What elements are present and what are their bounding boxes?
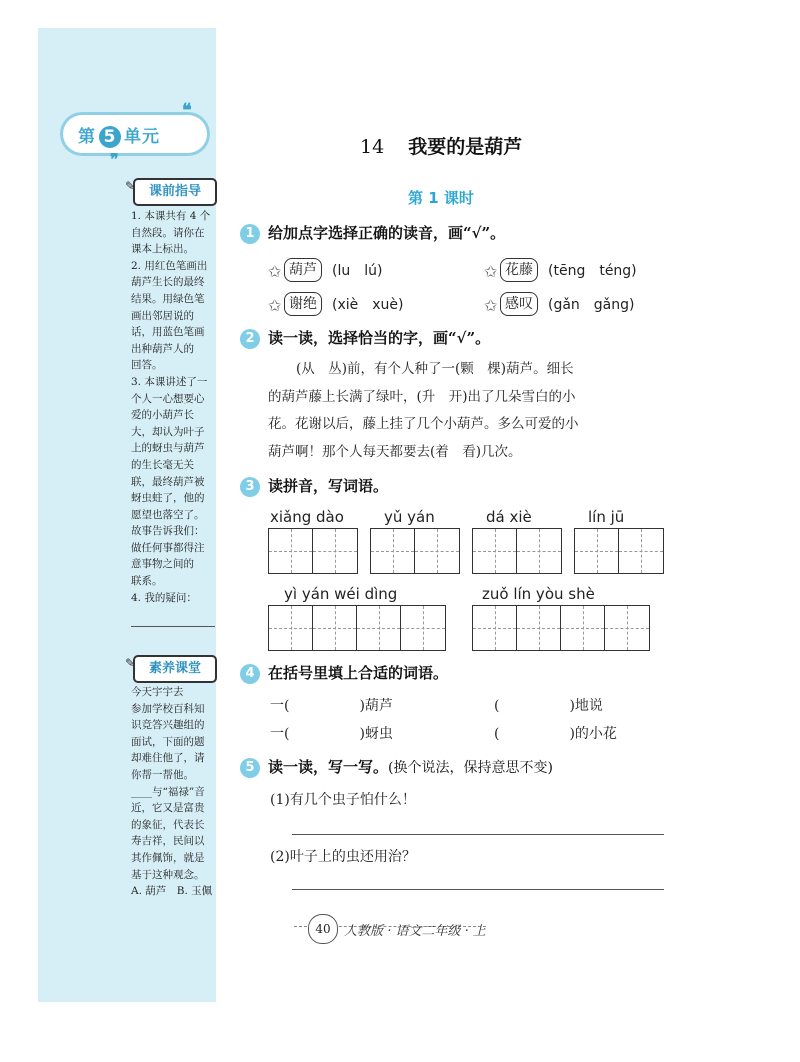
pinyin-prompt: yì yán wéi dìng (284, 585, 398, 603)
sub-question-2: (2)叶子上的虫还用治？ (270, 849, 416, 865)
question-3-prompt: 读拼音，写词语。 (268, 477, 389, 495)
writing-grid[interactable] (268, 605, 446, 651)
pinyin-prompt: zuǒ lín yòu shè (482, 585, 595, 603)
guide-line: 个人一心想要心 (131, 392, 205, 405)
literacy-line: 基于这种观念。 (131, 868, 205, 881)
guide-line: 上的蚜虫与葫芦 (131, 442, 205, 455)
writing-grid[interactable] (472, 605, 650, 651)
word-box: 花藤 (500, 258, 538, 282)
quote-decoration: ❝ (182, 100, 192, 121)
guide-line: 意事物之间的 (131, 558, 194, 571)
pinyin-options[interactable]: (gǎn gǎng) (548, 297, 635, 313)
guide-line: 话，用蓝色笔画 (131, 326, 205, 339)
footer-text: 人教版 · 语文二年级 · 上 (344, 924, 486, 939)
literacy-line: 寿吉祥，民间以 (131, 835, 205, 848)
writing-grid[interactable] (472, 528, 562, 574)
literacy-line: ____与“福禄”音 (131, 785, 205, 798)
answer-line[interactable] (292, 834, 664, 835)
pinyin-options[interactable]: (lu lú) (332, 263, 383, 279)
pinyin-prompt: yǔ yán (384, 508, 435, 526)
star-icon: ✩ (484, 296, 498, 315)
guide-line: 葫芦生长的最终 (131, 276, 205, 289)
question-number-2: 2 (240, 329, 260, 349)
guide-line: 联系。 (131, 575, 163, 588)
guide-line: 联，最终葫芦被 (131, 475, 205, 488)
pinyin-prompt: lín jū (588, 508, 625, 526)
literacy-line: A. 葫芦 B. 玉佩 (131, 885, 213, 898)
literacy-heading: ✎ 素养课堂 (133, 655, 217, 683)
lesson-title: 14 我要的是葫芦 (360, 136, 523, 158)
literacy-line: 面试，下面的题 (131, 735, 205, 748)
guide-line: 愿望也落空了。 (131, 508, 205, 521)
unit-number: 5 (99, 126, 121, 148)
pencil-icon: ✎ (125, 179, 136, 193)
question-number-1: 1 (240, 224, 260, 244)
guide-line: 出种葫芦人的 (131, 342, 194, 355)
fill-blank[interactable]: ( )的小花 (494, 726, 617, 742)
sub-question-1: (1)有几个虫子怕什么！ (270, 792, 416, 808)
fill-blank[interactable]: 一( )葫芦 (270, 698, 393, 714)
literacy-line: 近，它又是富贵 (131, 802, 205, 815)
fill-blank[interactable]: 一( )蚜虫 (270, 726, 393, 742)
guide-line: 1. 本课共有 4 个 (131, 210, 211, 222)
literacy-line: 识竞答兴趣组的 (131, 719, 205, 732)
question-number-3: 3 (240, 477, 260, 497)
question-2-passage: (从 丛)前，有个人种了一(颗 棵)葫芦。细长 的葫芦藤上长满了绿叶，(升 开)出了几朵雪白的小 花。花谢以后，藤上挂了几个小葫芦。多么可爱的小 葫芦啊！那个人每天都要去(着 看)几次。 (268, 361, 579, 460)
literacy-line: 你帮一帮他。 (131, 768, 194, 781)
guide-line: 2. 用红色笔画出 (131, 259, 208, 272)
pinyin-prompt: dá xiè (486, 508, 532, 526)
star-icon: ✩ (484, 262, 498, 281)
guide-line: 4. 我的疑问： (131, 591, 197, 604)
star-icon: ✩ (268, 262, 282, 281)
pinyin-options[interactable]: (tēng téng) (548, 263, 637, 279)
writing-grid[interactable] (268, 528, 358, 574)
pinyin-prompt: xiǎng dào (270, 508, 344, 526)
guide-line: 结果。用绿色笔 (131, 292, 205, 305)
literacy-line: 其作佩饰，就是 (131, 851, 205, 864)
guide-line: 回答。 (131, 359, 163, 372)
pinyin-options[interactable]: (xiè xuè) (332, 297, 404, 313)
literacy-line: 却难住他了，请 (131, 752, 205, 765)
fill-blank[interactable]: ( )地说 (494, 698, 603, 714)
guide-line: 故事告诉我们： (131, 525, 205, 538)
guide-line: 的生长毫无关 (131, 458, 194, 471)
word-box: 谢绝 (284, 292, 322, 316)
writing-grid[interactable] (370, 528, 460, 574)
divider (131, 626, 215, 627)
question-1-prompt: 给加点字选择正确的读音，画“√”。 (268, 224, 506, 242)
guide-text (131, 208, 215, 606)
star-icon: ✩ (268, 296, 282, 315)
question-number-5: 5 (240, 758, 260, 778)
literacy-text (131, 684, 215, 900)
answer-line[interactable] (292, 889, 664, 890)
writing-grid[interactable] (574, 528, 664, 574)
pencil-icon: ✎ (125, 656, 136, 670)
session-label: 第 1 课时 (408, 189, 474, 207)
guide-heading: ✎ 课前指导 (133, 178, 217, 206)
question-4-prompt: 在括号里填上合适的词语。 (268, 664, 449, 682)
guide-line: 3. 本课讲述了一 (131, 375, 208, 388)
guide-line: 自然段。请你在 (131, 226, 205, 239)
guide-line: 课本上标出。 (131, 243, 194, 256)
word-box: 葫芦 (284, 258, 322, 282)
question-2-prompt: 读一读，选择恰当的字，画“√”。 (268, 329, 491, 347)
question-number-4: 4 (240, 664, 260, 684)
guide-line: 画出邻居说的 (131, 309, 194, 322)
guide-line: 做任何事都得注 (131, 541, 205, 554)
guide-line: 大，却认为叶子 (131, 425, 205, 438)
guide-line: 爱的小葫芦长 (131, 409, 194, 422)
question-5-prompt: 读一读，写一写。(换个说法，保持意思不变) (268, 758, 553, 776)
literacy-line: 的象征，代表长 (131, 818, 205, 831)
page-number: 40 (308, 914, 338, 944)
guide-line: 蚜虫蛀了，他的 (131, 492, 205, 505)
word-box: 感叹 (500, 292, 538, 316)
quote-decoration-bottom: ❞ (110, 150, 119, 169)
literacy-line: 今天宇宇去 (131, 686, 184, 698)
literacy-line: 参加学校百科知 (131, 702, 205, 715)
unit-title: 第 5 单元 (78, 127, 160, 147)
